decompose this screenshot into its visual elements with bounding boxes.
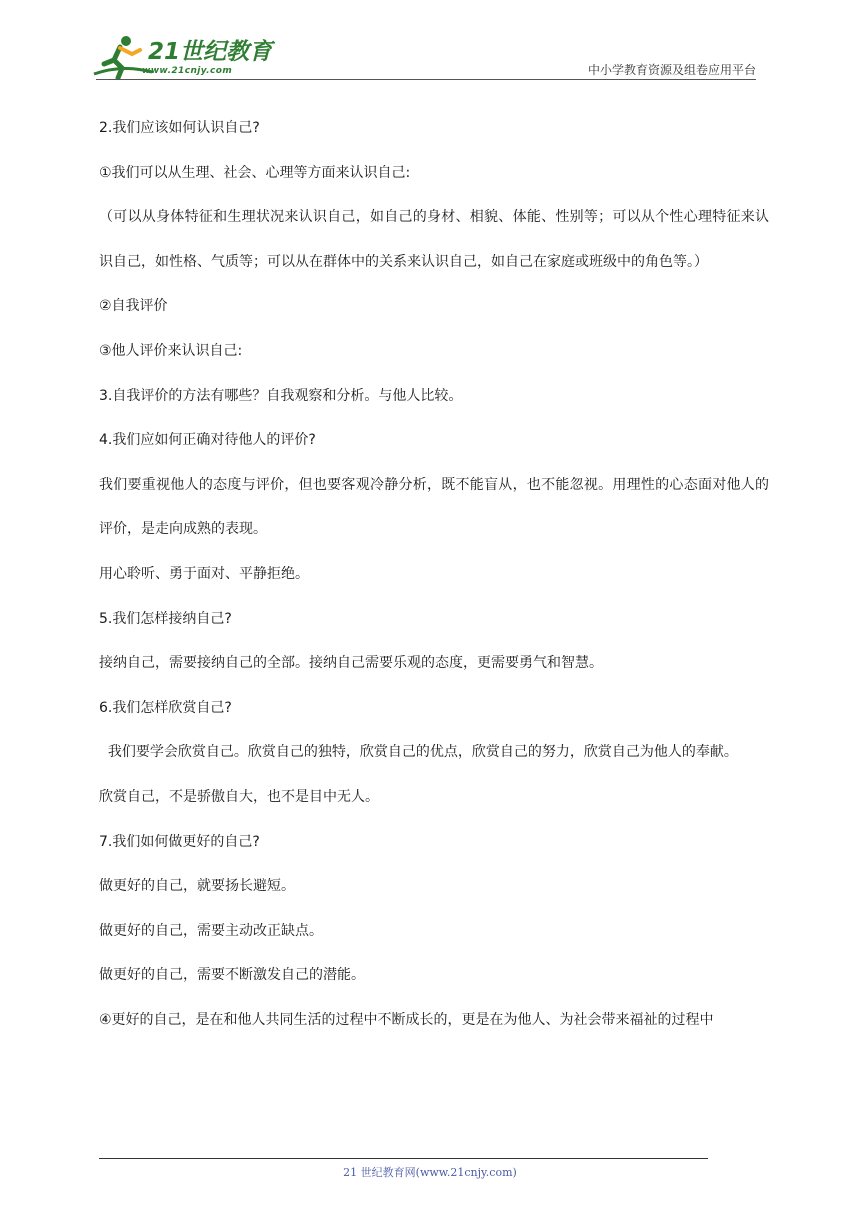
- answer-4-tips: 用心聆听、勇于面对、平静拒绝。: [99, 565, 309, 582]
- question-3: 3.自我评价的方法有哪些？自我观察和分析。与他人比较。: [99, 387, 463, 404]
- answer-7-item-2: 做更好的自己，需要主动改正缺点。: [99, 922, 323, 939]
- answer-7-item-3: 做更好的自己，需要不断激发自己的潜能。: [99, 967, 365, 984]
- logo-url: www.21cnjy.com: [142, 66, 233, 76]
- page-header: [0, 0, 860, 90]
- header-divider: [96, 79, 756, 80]
- logo-title: 21世纪教育: [148, 39, 273, 65]
- answer-note: （可以从身体特征和生理状况来认识自己，如自己的身材、相貌、体能、性别等；可以从个性心理特征来认识自己，如性格、气质等；可以从在群体中的关系来认识自己，如自己在家庭或班级中的角色等。）: [99, 209, 769, 270]
- answer-7-item-1: 做更好的自己，就要扬长避短。: [99, 878, 295, 895]
- document-body: [99, 106, 769, 1042]
- answer-item-1: ①我们可以从生理、社会、心理等方面来认识自己:: [99, 164, 411, 181]
- answer-6-text: 我们要学会欣赏自己。欣赏自己的独特，欣赏自己的优点，欣赏自己的努力，欣赏自己为他人的奉献。: [99, 744, 738, 761]
- question-5: 5.我们怎样接纳自己?: [99, 610, 232, 627]
- answer-7-item-4: ④更好的自己，是在和他人共同生活的过程中不断成长的，更是在为他人、为社会带来福祉的过程中: [99, 1011, 714, 1028]
- question-6: 6.我们怎样欣赏自己?: [99, 699, 232, 716]
- answer-5-text: 接纳自己，需要接纳自己的全部。接纳自己需要乐观的态度，更需要勇气和智慧。: [99, 655, 603, 672]
- question-2: 2.我们应该如何认识自己?: [99, 120, 260, 136]
- question-7: 7.我们如何做更好的自己?: [99, 833, 260, 850]
- footer-text: 21 世纪教育网(www.21cnjy.com): [343, 1166, 517, 1179]
- footer-divider: [99, 1158, 708, 1159]
- platform-name: 中小学教育资源及组卷应用平台: [587, 63, 756, 77]
- answer-4-text: 我们要重视他人的态度与评价，但也要客观冷静分析，既不能盲从，也不能忽视。用理性的心态面对他人的评价，是走向成熟的表现。: [99, 476, 769, 538]
- answer-item-2: ②自我评价: [99, 298, 168, 315]
- question-4: 4.我们应如何正确对待他人的评价?: [99, 432, 316, 449]
- answer-6-note: 欣赏自己，不是骄傲自大，也不是目中无人。: [99, 788, 379, 805]
- answer-item-3: ③他人评价来认识自己:: [99, 342, 243, 359]
